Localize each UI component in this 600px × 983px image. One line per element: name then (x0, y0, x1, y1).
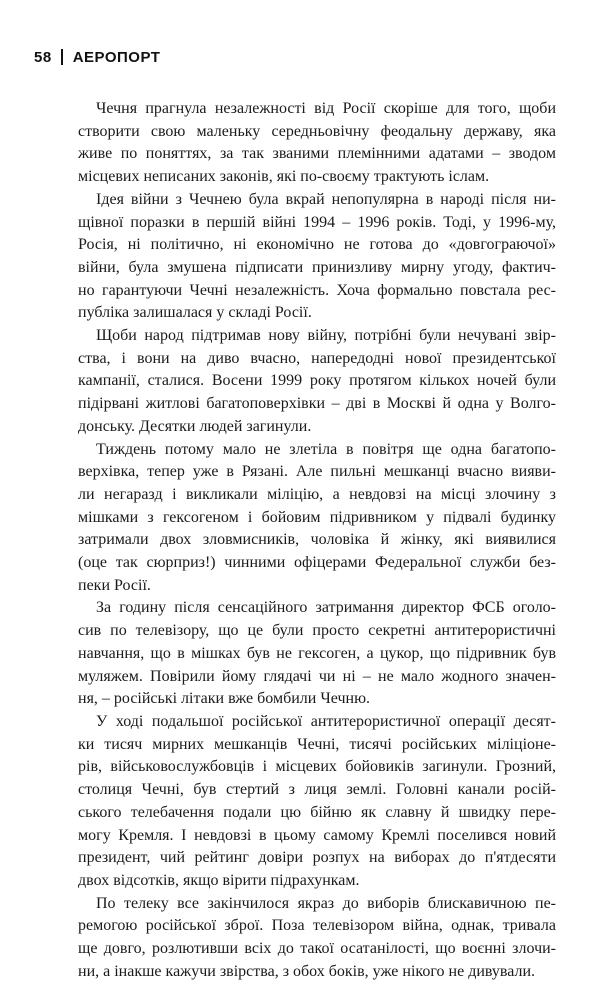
text-line: ще довго, розлютивши всіх до такої осатанілості, що воєнні злочи- (78, 940, 556, 958)
paragraph (60, 711, 556, 893)
page-number: 58 (34, 48, 52, 66)
text-line: могу Кремля. І невдовзі в цьому самому Кремлі поселився новий (78, 826, 556, 844)
running-header (34, 46, 160, 68)
paragraph (60, 439, 556, 598)
text-line: Чечня прагнула незалежності від Росії скоріше для того, щоби (96, 100, 556, 117)
paragraph (60, 597, 556, 711)
text-line: ни, а інакше кажучи звірства, з обох боків, уже нікого не дивували. (78, 962, 536, 980)
paragraph (60, 325, 556, 439)
text-line: навчання, що в мішках був не гексоген, а цукор, що підривник був (78, 644, 556, 662)
main-text (60, 98, 556, 983)
text-line: Ідея війни з Чечнею була вкрай непопулярна в народі після ни- (96, 190, 556, 208)
text-line: За годину після сенсаційного затримання директор ФСБ оголо- (96, 599, 556, 617)
header-divider (61, 49, 63, 65)
text-line: ки тисяч мирних мешканців Чечні, тисячі російських міліціоне- (78, 735, 556, 753)
text-line: Щоби народ підтримав нову війну, потрібні були нечувані звір- (96, 327, 556, 345)
text-line: публіка залишалася у складі Росії. (78, 304, 312, 322)
text-line: ремогою російської зброї. Поза телевізором війна, однак, тривала (78, 917, 556, 935)
text-line: Тиждень потому мало не злетіла в повітря ще одна багатопо- (96, 440, 556, 458)
text-line: У ході подальшої російської антитерористичної операції десят- (96, 712, 556, 730)
text-line: ства, і вони на диво вчасно, напередодні нової президентської (78, 349, 556, 367)
text-line: живе по поняттях, за так званими племінними адатами – зводом (78, 145, 556, 163)
text-line: По телеку все закінчилося якраз до виборів блискавичною пе- (96, 894, 556, 912)
text-line: пеки Росії. (78, 576, 151, 594)
text-line: ня, – російські літаки вже бомбили Чечню. (78, 690, 371, 708)
text-line: муляжем. Повірили йому глядачі чи ні – не мало жодного значен- (78, 667, 556, 685)
text-line: підірвані житлові багатоповерхівки – дві в Москві й одна у Волго- (78, 395, 556, 413)
text-line: мішками з гексогеном і бойовим підривником у підвалі будинку (78, 508, 556, 526)
text-line: місцевих неписаних законів, які по-своєму трактують іслам. (78, 168, 490, 186)
text-line: донську. Десятки людей загинули. (78, 417, 312, 435)
text-line: ли негаразд і викликали міліцію, а невдовзі на місці злочину з (78, 485, 556, 503)
text-line: рів, військовослужбовців і місцевих бойовиків загинули. Грозний, (78, 758, 556, 776)
text-line: Росія, ні політично, ні економічно не готова до «довгограючої» (78, 236, 556, 254)
text-line: двох відсотків, якщо вірити підрахункам. (78, 871, 360, 889)
text-line: щівної поразки в першій війні 1994 – 1996 років. Тоді, у 1996-му, (78, 213, 556, 231)
text-line: президент, чий рейтинг довіри розпух на виборах до п'ятдесяти (78, 849, 556, 867)
text-line: сив по телевізору, що це були просто секретні антитерористичні (78, 622, 556, 640)
paragraph (60, 98, 556, 189)
text-line: столиця Чечні, був стертий з лиця землі. Головні канали росій- (78, 781, 556, 799)
text-line: створити свою маленьку середньовічну феодальну державу, яка (78, 122, 556, 140)
text-line: но гарантуючи Чечні незалежність. Хоча формально повстала рес- (78, 281, 556, 299)
text-line: війни, була змушена підписати принизливу мирну угоду, фактич- (78, 258, 556, 276)
text-line: затримали двох зловмисників, чоловіка й жінку, які виявилися (78, 531, 556, 549)
text-line: (оце так сюрприз!) чинними офіцерами Федеральної служби без- (78, 554, 556, 572)
paragraph (60, 893, 556, 983)
book-title: АЕРОПОРТ (72, 48, 161, 66)
paragraph (60, 189, 556, 325)
text-line: верхівка, тепер уже в Рязані. Але пильні мешканці вчасно вияви- (78, 463, 556, 481)
text-line: кампанії, сталися. Восени 1999 року протягом кількох ночей були (78, 372, 556, 390)
text-line: ського телебачення подали цю бійню як славну й швидку пере- (78, 803, 556, 821)
